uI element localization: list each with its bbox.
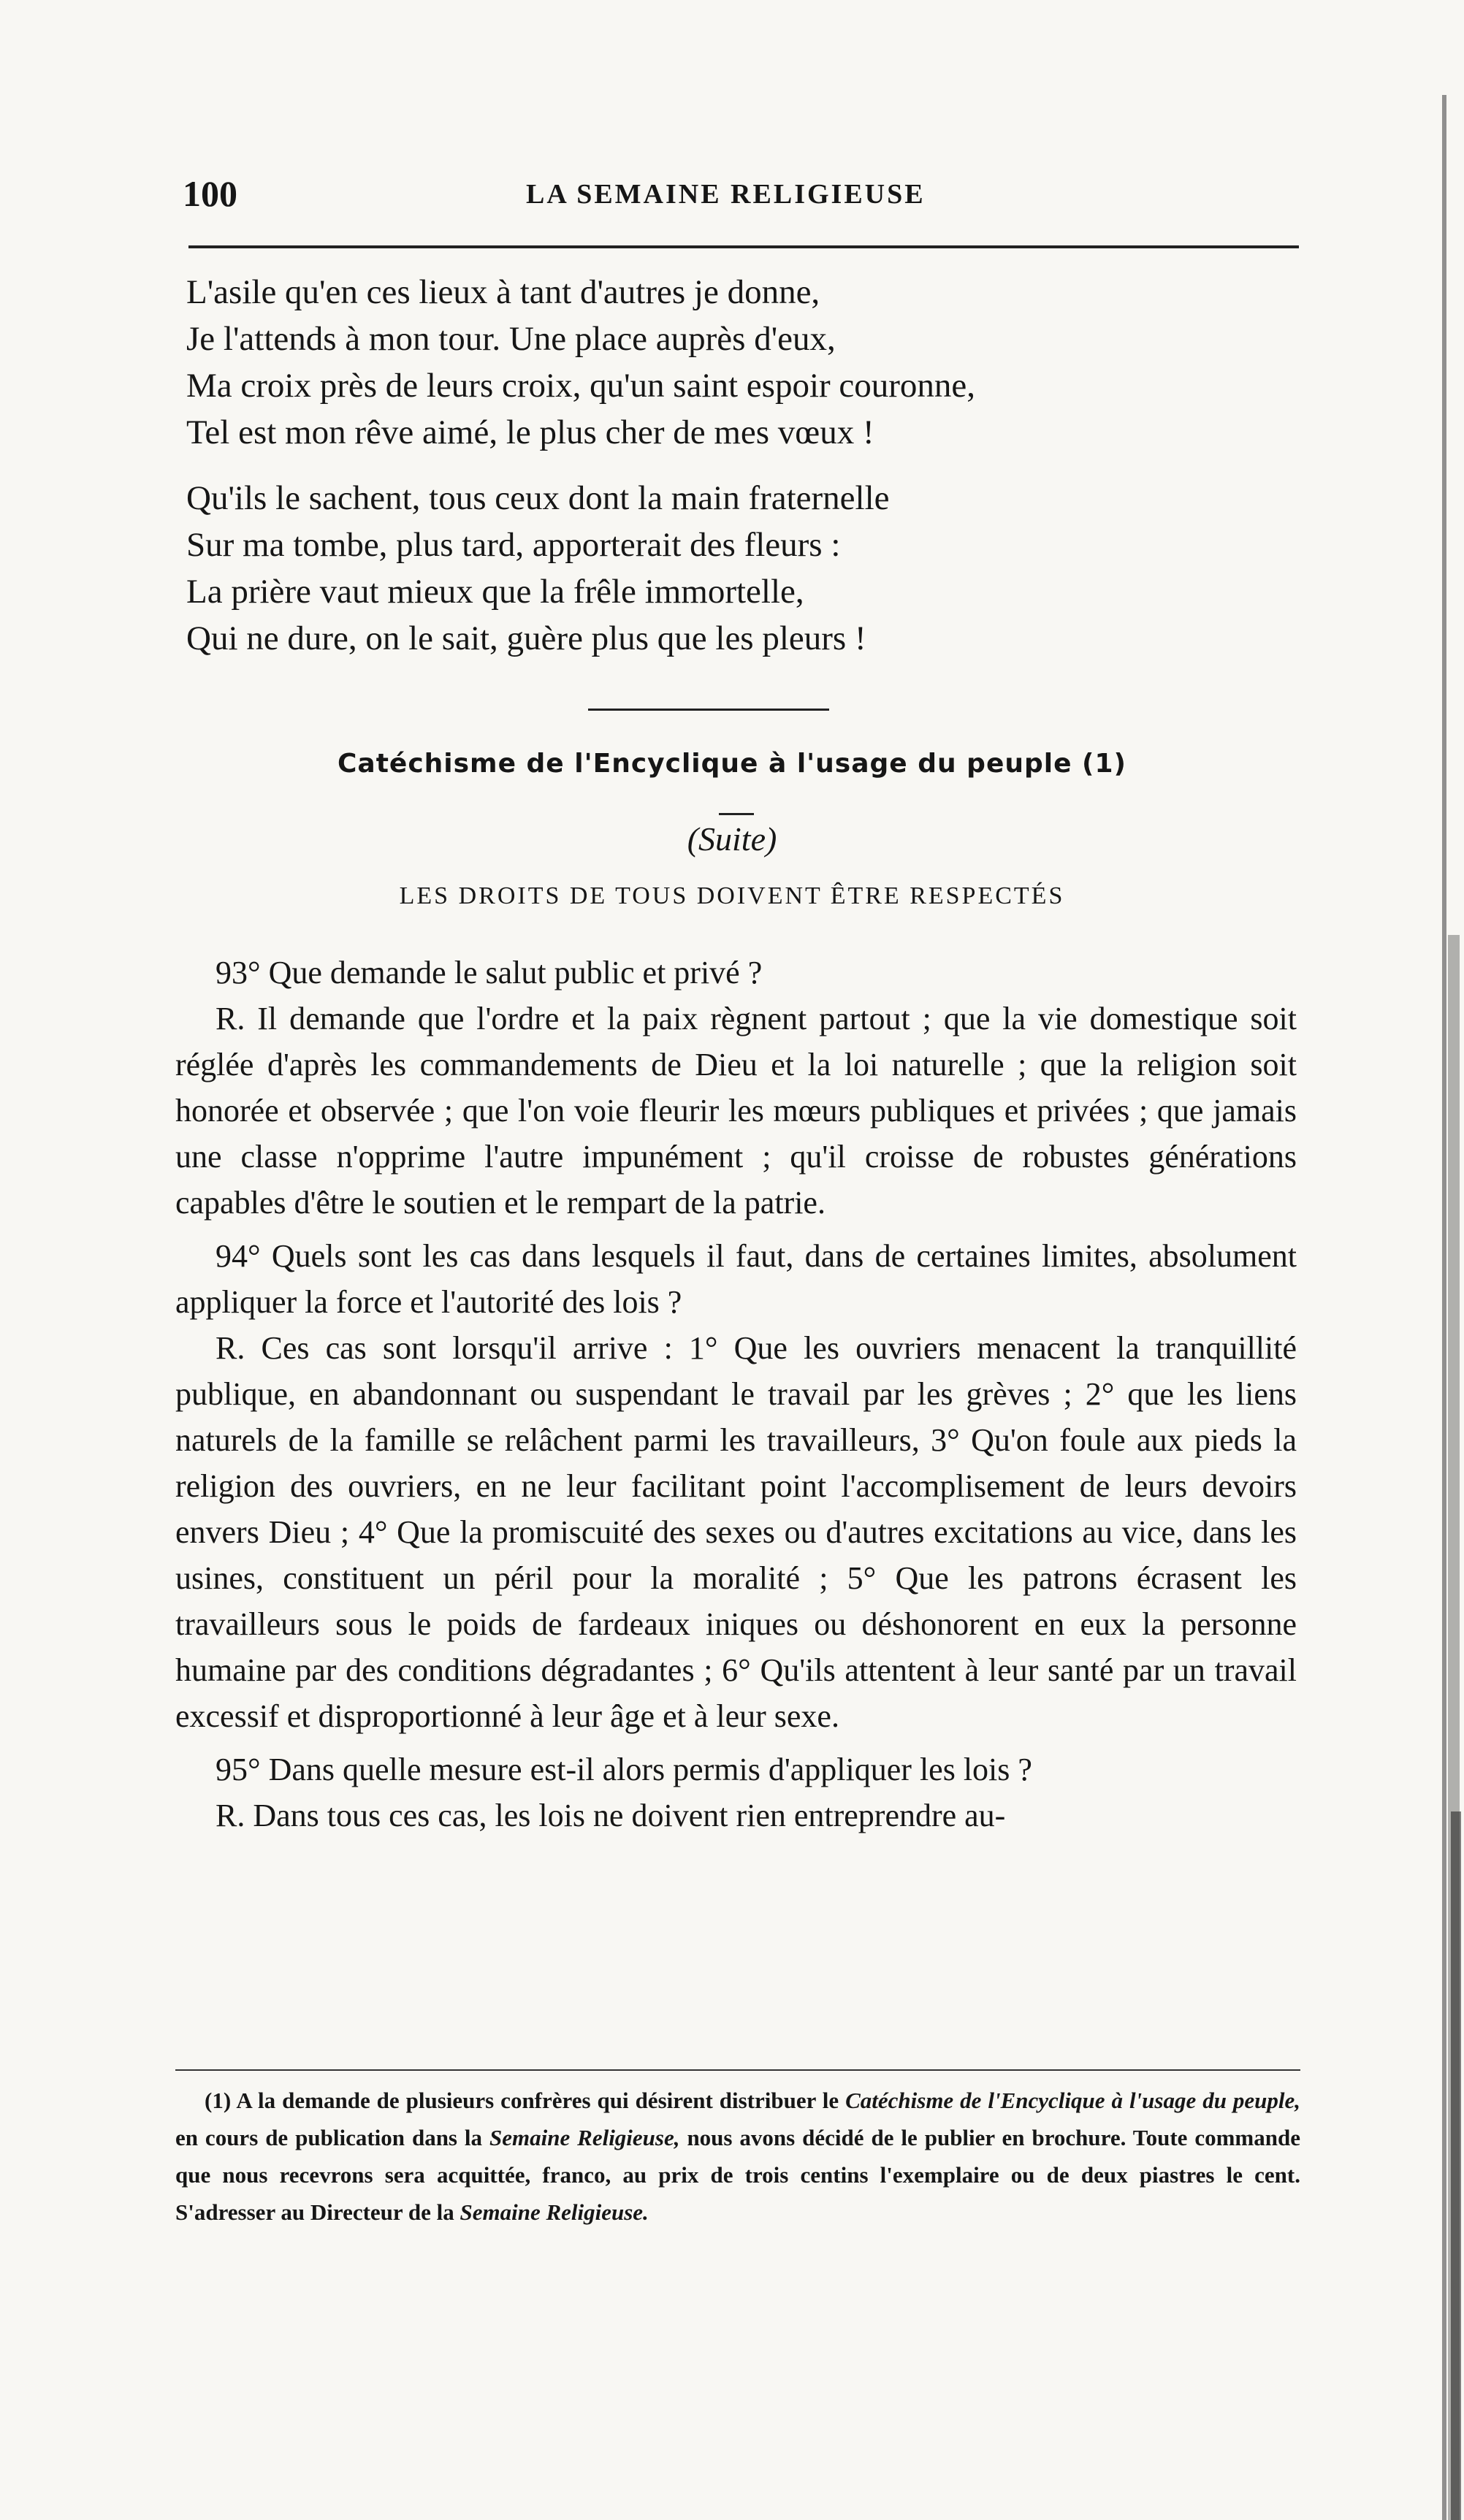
question-94: 94° Quels sont les cas dans lesquels il faut, dans de certaines limites, absolument appliquer la force et l'autorité des lois ? — [175, 1238, 1297, 1320]
footnote-italic: Catéchisme de l'Encyclique à l'usage du peuple, — [845, 2088, 1301, 2113]
section-subtitle: LES DROITS DE TOUS DOIVENT ÊTRE RESPECTÉS — [399, 882, 1065, 909]
page-edge-shadow — [1413, 95, 1464, 2520]
section-separator — [588, 709, 829, 711]
footnote-rule — [175, 2069, 1300, 2071]
footnote-text: A la demande de plusieurs confrères qui désirent distribuer le — [236, 2088, 839, 2113]
page-header — [183, 172, 1300, 231]
answer-95: R. Dans tous ces cas, les lois ne doivent rien entreprendre au- — [216, 1798, 1006, 1833]
body-text — [175, 942, 1297, 1839]
footnote-marker: (1) — [205, 2088, 232, 2113]
verse-line: Je l'attends à mon tour. Une place auprès d'eux, — [186, 320, 836, 358]
verse-line: Sur ma tombe, plus tard, apporterait des fleurs : — [186, 526, 841, 564]
poem-stanza-1 — [186, 269, 1326, 456]
verse-line: Qu'ils le sachent, tous ceux dont la main fraternelle — [186, 479, 890, 517]
verse-line: La prière vaut mieux que la frêle immortelle, — [186, 573, 804, 611]
poem-stanza-2 — [186, 475, 1326, 662]
footnote-italic: Semaine Religieuse, — [489, 2125, 680, 2150]
header-rule — [188, 245, 1299, 248]
running-title: LA SEMAINE RELIGIEUSE — [526, 179, 926, 210]
answer-94: R. Ces cas sont lorsqu'il arrive : 1° Que les ouvriers menacent la tranquillité publique, en abandonnant ou suspendant le travail par les grèves ; 2° que les liens naturels de la famille se relâchent parmi les travailleurs, 3° Qu'on foule aux pieds la religion des ouvriers, en ne leur facilitant point l'accomplisement de leurs devoirs envers Dieu ; 4° Que la promiscuité des sexes ou d'autres excitations au vice, dans les usines, constituent un péril pour la moralité ; 5° Que les patrons écrasent les travailleurs sous le poids de fardeaux iniques ou déshonorent en eux la personne humaine par des conditions dégradantes ; 6° Qu'ils attentent à leur santé par un travail excessif et disproportionné à leur âge et à leur sexe. — [175, 1330, 1297, 1734]
question-93: 93° Que demande le salut public et privé ? — [216, 955, 763, 990]
footnote-text: nous avons décidé de le publier en brochure. Toute commande que nous recevrons sera acquittée, franco, au prix de trois centins l'exemplaire ou de deux piastres le cent. S'adresser au Directeur de la — [175, 2125, 1300, 2225]
verse-line: Tel est mon rêve aimé, le plus cher de mes vœux ! — [186, 413, 874, 451]
footnote — [175, 2082, 1300, 2231]
footnote-text: en cours de publication dans la — [175, 2125, 483, 2150]
answer-93: R. Il demande que l'ordre et la paix règnent partout ; que la vie domestique soit réglée d'après les commandements de Dieu et la loi naturelle ; que la religion soit honorée et observée ; que l'on voie fleurir les mœurs publiques et privées ; que jamais une classe n'opprime l'autre impunément ; qu'il croisse de robustes générations capables d'être le soutien et le rempart de la patrie. — [175, 1001, 1297, 1221]
question-95: 95° Dans quelle mesure est-il alors permis d'appliquer les lois ? — [216, 1752, 1032, 1787]
page-number: 100 — [183, 173, 237, 214]
section-title: Catéchisme de l'Encyclique à l'usage du peuple (1) — [337, 749, 1127, 779]
verse-line: L'asile qu'en ces lieux à tant d'autres je donne, — [186, 273, 820, 311]
verse-line: Ma croix près de leurs croix, qu'un saint espoir couronne, — [186, 367, 976, 405]
title-dash — [719, 813, 754, 815]
suite-label: (Suite) — [687, 820, 777, 858]
footnote-italic: Semaine Religieuse. — [460, 2199, 649, 2225]
verse-line: Qui ne dure, on le sait, guère plus que les pleurs ! — [186, 619, 866, 657]
